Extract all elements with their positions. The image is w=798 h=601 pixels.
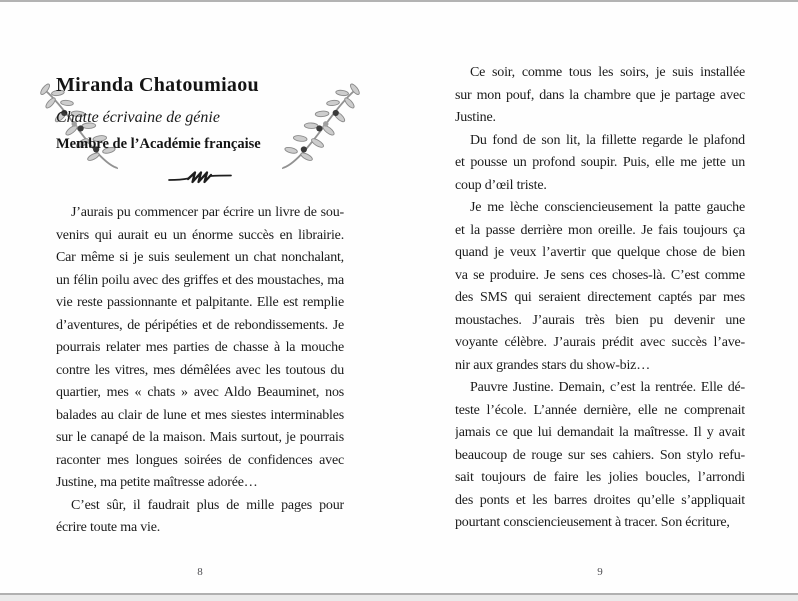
text-line: voyante célèbre. J’aurais prédit avec succès l’ave- — [455, 335, 745, 350]
left-page-number: 8 — [197, 566, 203, 578]
text-line: sur le canapé de la maison. Mais surtout, je pourrais — [56, 430, 344, 445]
text-line: pourrais relater mes parties de chasse à la mouche — [56, 340, 344, 355]
text-line: Ce soir, comme tous les soirs, je suis installée — [470, 65, 745, 80]
author-name-title: Miranda Chatoumiaou — [56, 74, 259, 96]
text-line: sait toujours de faire les jolies boucles, l’arrondi — [455, 470, 745, 485]
text-line: pourtant consciencieusement à tracer. Son écriture, — [455, 515, 730, 530]
text-line: des ponts et les barres droites qu’elle s’appliquait — [455, 492, 745, 508]
right-page-body-text — [455, 62, 745, 535]
text-line: vie reste passionnante et palpitante. Elle est remplie — [56, 295, 344, 310]
text-line: contre les vitres, mes démêlées avec les toutous du — [56, 362, 344, 378]
text-line: sur mon pouf, dans la chambre que je partage avec — [455, 87, 745, 103]
text-line: va se produire. Je sens ces choses-là. C’est comme — [455, 267, 745, 283]
text-line: coup d’œil triste. — [455, 177, 547, 193]
text-line: Justine, ma petite maîtresse adorée… — [56, 475, 258, 490]
text-line: beaucoup de rouge sur ses cahiers. Son stylo refu- — [455, 447, 745, 463]
text-line: nir aux grandes stars du show-biz… — [455, 357, 650, 373]
text-line: et pousse un profond soupir. Puis, elle me jette un — [455, 155, 745, 170]
text-line: quartier, mes « chats » avec Aldo Beauminet, nos — [56, 385, 344, 400]
text-line: Je me lèche consciencieusement la patte gauche — [470, 200, 745, 215]
text-line: C’est sûr, il faudrait plus de mille pages pour — [71, 497, 344, 513]
text-line: jamais ce que lui demandait la maîtresse. Il y avait — [455, 425, 745, 440]
text-line: d’aventures, de péripéties et de rebondissements. Je — [56, 317, 344, 333]
left-page-body-text — [56, 202, 344, 540]
squiggle-divider-icon — [168, 170, 232, 186]
text-line: Car même si je suis seulement un chat nonchalant, — [56, 250, 344, 265]
text-line: raconter mes longues soirées de confidences avec — [56, 452, 344, 468]
left-page — [56, 0, 344, 595]
text-line: des SMS qui seraient directement captés par mes — [455, 290, 745, 305]
text-line: moustaches. J’aurais très bien pu devenir une — [455, 312, 745, 328]
text-line: quand je veux l’avertir que quelque chose de bien — [455, 245, 745, 260]
text-line: Pauvre Justine. Demain, c’est la rentrée. Elle dé- — [470, 380, 745, 395]
text-line: et la passe derrière mon oreille. Je fais toujours ça — [455, 222, 745, 238]
text-line: écrire toute ma vie. — [56, 520, 161, 535]
text-line: balades au clair de lune et mes siestes interminables — [56, 407, 344, 423]
bottom-window-strip — [0, 595, 798, 601]
text-line: Du fond de son lit, la fillette regarde le plafond — [470, 132, 745, 148]
right-page — [455, 0, 745, 595]
text-line: teste l’école. L’année dernière, elle ne comprenait — [455, 402, 745, 418]
text-line: venirs qui aurait eu un énorme succès en librairie. — [56, 227, 344, 243]
author-subtitle: Chatte écrivaine de génie — [56, 109, 220, 126]
right-page-number: 9 — [597, 566, 603, 578]
text-line: Justine. — [455, 110, 496, 125]
text-line: J’aurais pu commencer par écrire un livre de sou- — [71, 205, 344, 220]
author-membership-line: Membre de l’Académie française — [56, 136, 261, 152]
text-line: un félin poilu avec des griffes et des moustaches, ma — [56, 272, 344, 288]
